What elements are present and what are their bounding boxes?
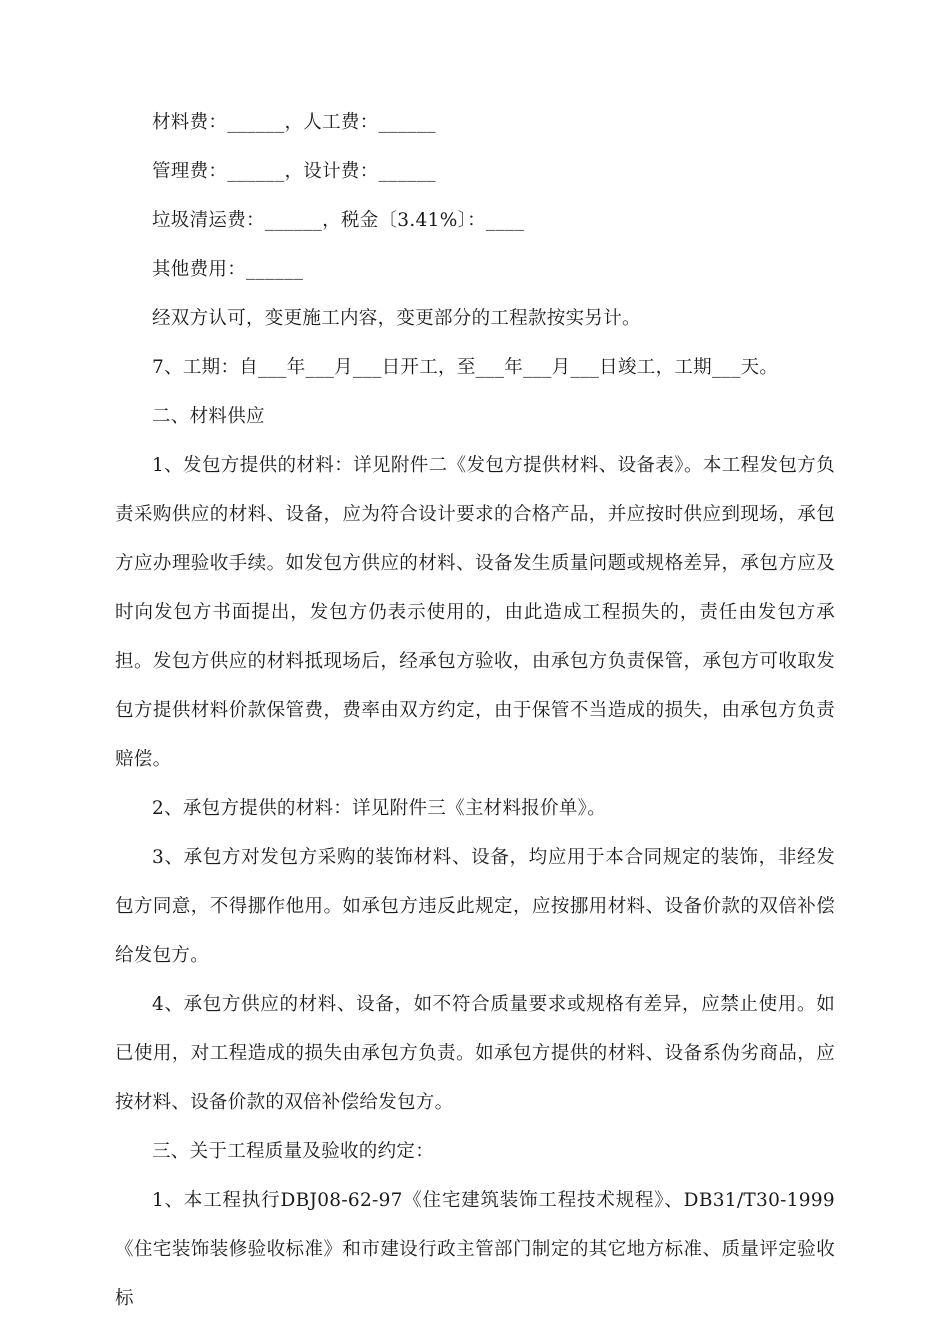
construction-period-line: 7、工期：自___年___月___日开工，至___年___月___日竣工，工期___天。 — [152, 357, 779, 378]
fee-line-management-design: 管理费：______，设计费：______ — [152, 161, 436, 182]
fee-line-materials-labor: 材料费：______，人工费：______ — [152, 112, 436, 133]
section-3-item-1: 1、本工程执行DBJ08-62-97《住宅建筑装饰工程技术规程》、DB31/T30-1999《住宅装饰装修验收标准》和市建设行政主管部门制定的其它地方标准、质量评定验收标 — [115, 1190, 835, 1309]
change-note: 经双方认可，变更施工内容，变更部分的工程款按实另计。 — [152, 308, 641, 329]
section-2-item-3: 3、承包方对发包方采购的装饰材料、设备，均应用于本合同规定的装饰，非经发包方同意，不得挪作他用。如承包方违反此规定，应按挪用材料、设备价款的双倍补偿给发包方。 — [115, 847, 835, 966]
section-2-item-4: 4、承包方供应的材料、设备，如不符合质量要求或规格有差异，应禁止使用。如已使用，对工程造成的损失由承包方负责。如承包方提供的材料、设备系伪劣商品，应按材料、设备价款的双倍补偿给发包方。 — [115, 994, 835, 1113]
fee-line-garbage-tax: 垃圾清运费：______，税金〔3.41%〕：____ — [152, 210, 525, 231]
section-2-item-1: 1、发包方提供的材料：详见附件二《发包方提供材料、设备表》。本工程发包方负责采购供应的材料、设备，应为符合设计要求的合格产品，并应按时供应到现场，承包方应办理验收手续。如发包方供应的材料、设备发生质量问题或规格差异，承包方应及时向发包方书面提出，发包方仍表示使用的，由此造成工程损失的，责任由发包方承担。发包方供应的材料抵现场后，经承包方验收，由承包方负责保管，承包方可收取发包方提供材料价款保管费，费率由双方约定，由于保管不当造成的损失，由承包方负责赔偿。 — [115, 455, 835, 770]
document-body — [115, 98, 835, 1323]
fee-line-other: 其他费用：______ — [152, 259, 304, 280]
section-2-item-2: 2、承包方提供的材料：详见附件三《主材料报价单》。 — [152, 798, 607, 819]
section-3-title: 三、关于工程质量及验收的约定： — [152, 1141, 435, 1162]
section-2-title: 二、材料供应 — [152, 406, 265, 427]
